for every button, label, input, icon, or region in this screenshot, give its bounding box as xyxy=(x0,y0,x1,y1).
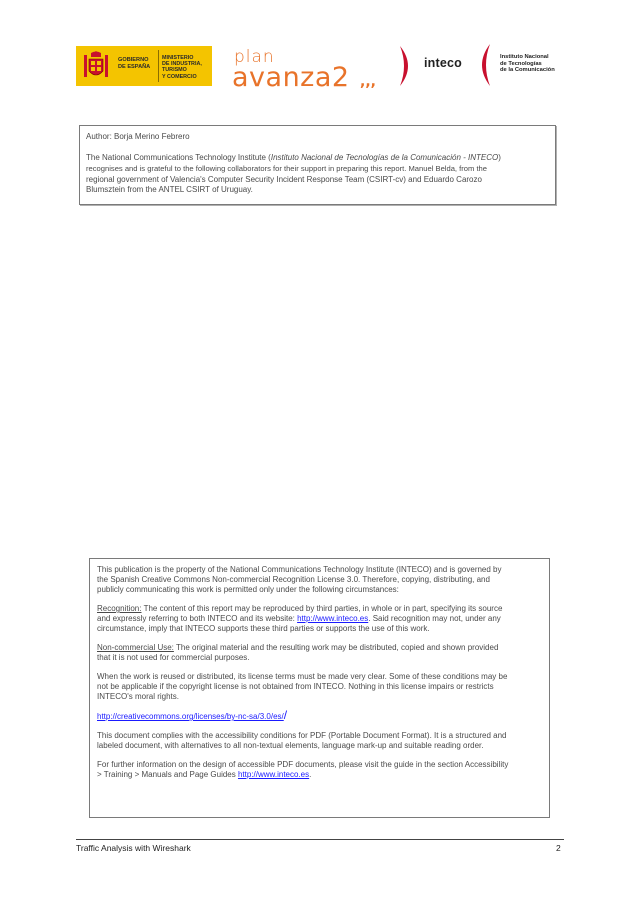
inteco-guides-link[interactable]: http://www.inteco.es xyxy=(237,770,310,779)
acknowledgement-line-4: Blumsztein from the ANTEL CSIRT of Uruguay. xyxy=(86,185,253,194)
page-header xyxy=(0,0,638,100)
recognition-line: circumstance, imply that INTECO supports these third parties or supports the use of this work. xyxy=(97,624,430,633)
acknowledgement-line-1: The National Communications Technology Institute (Instituto Nacional de Tecnologías de la Comunicación - INTECO) xyxy=(86,153,501,162)
footer-divider xyxy=(76,839,564,840)
gobierno-label: GOBIERNO DE ESPAÑA xyxy=(118,57,151,70)
recognition-line: Recognition: The content of this report may be reproduced by third parties, in whole or in part, specifying its source xyxy=(97,604,503,613)
cc-license-line xyxy=(97,710,287,722)
institute-bracket-icon xyxy=(472,42,494,88)
license-box xyxy=(89,558,550,818)
accessibility-line: labeled document, with alternatives to all non-textual elements, language mark-up and suitable reading order. xyxy=(97,741,484,750)
recognition-line: and expressly referring to both INTECO and its website: http://www.inteco.es. Said recognition may not, under any xyxy=(97,614,501,623)
footer-document-title: Traffic Analysis with Wireshark xyxy=(76,843,191,853)
author-line: Author: Borja Merino Febrero xyxy=(86,132,190,141)
footer-page-number: 2 xyxy=(556,843,561,853)
further-info-line: For further information on the design of accessible PDF documents, please visit the guide in the section Accessibility xyxy=(97,760,509,769)
creative-commons-link[interactable]: http://creativecommons.org/licenses/by-nc-sa/3.0/es/ xyxy=(97,712,284,721)
noncommercial-line: that it is not used for commercial purposes. xyxy=(97,653,250,662)
institute-label: Instituto Nacional de Tecnologías de la Comunicación xyxy=(500,54,555,74)
inteco-website-link[interactable]: http://www.inteco.es xyxy=(297,614,369,623)
noncommercial-label: Non-commercial Use: xyxy=(97,643,174,652)
plan-avanza-logo xyxy=(232,45,392,91)
inteco-logo-text: inteco xyxy=(424,56,463,70)
inteco-bracket-icon xyxy=(396,44,418,88)
author-box xyxy=(79,125,556,205)
license-terms-line: When the work is reused or distributed, its license terms must be made very clear. Some of these conditions may be xyxy=(97,672,508,681)
plan-avanza-big: avanza2 xyxy=(232,62,350,91)
plan-avanza-ticks: ,,, xyxy=(360,74,376,90)
license-intro-line: This publication is the property of the National Communications Technology Institute (INTECO) and is governed by xyxy=(97,565,502,574)
accessibility-line: This document complies with the accessibility conditions for PDF (Portable Document Format). It is a structured and xyxy=(97,731,507,740)
cc-slash: / xyxy=(283,708,288,722)
license-terms-line: not be applicable if the copyright license is not obtained from INTECO. Nothing in this license impairs or restricts xyxy=(97,682,494,691)
license-terms-line: INTECO's moral rights. xyxy=(97,692,179,701)
noncommercial-line: Non-commercial Use: The original material and the resulting work may be distributed, copied and shown provided xyxy=(97,643,499,652)
acknowledgement-line-2: recognises and is grateful to the following collaborators for their support in preparing this report. Manuel Belda, from the xyxy=(86,164,487,173)
license-intro-line: the Spanish Creative Commons Non-commercial Recognition License 3.0. Therefore, copying, distributing, and xyxy=(97,575,490,584)
plan-avanza-small: plan xyxy=(234,47,275,67)
acknowledgement-line-3: regional government of Valencia's Computer Security Incident Response Team (CSIRT-cv) and Eduardo Carozo xyxy=(86,174,482,184)
coat-of-arms-icon xyxy=(82,51,110,82)
recognition-label: Recognition: xyxy=(97,604,142,613)
ministerio-label: MINISTERIO DE INDUSTRIA, TURISMO Y COMERCIO xyxy=(162,55,202,80)
gobierno-logo xyxy=(76,46,212,86)
gobierno-divider xyxy=(158,50,159,82)
further-info-line: > Training > Manuals and Page Guides http://www.inteco.es. xyxy=(97,770,312,779)
license-intro-line: publicly communicating this work is permitted only under the following circumstances: xyxy=(97,585,399,594)
